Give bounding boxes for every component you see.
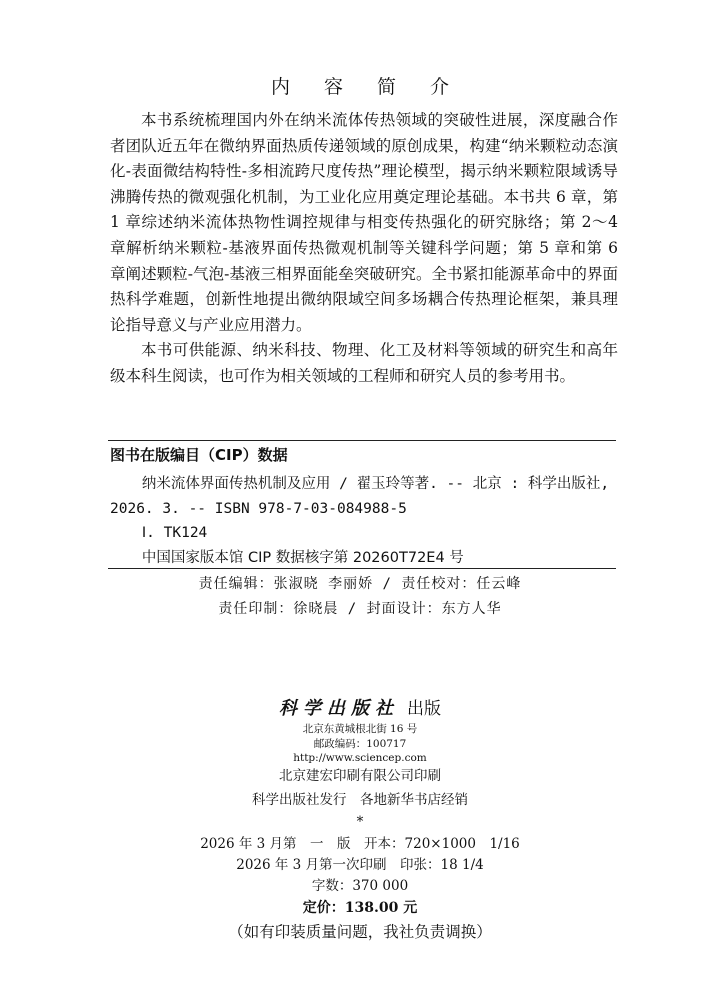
credits-production: 责任印制：徐晓晨 / 封面设计：东方人华: [218, 601, 502, 617]
cip-heading: 图书在版编目（CIP）数据: [110, 446, 288, 464]
publisher-address: 北京东黄城根北街 16 号: [302, 723, 418, 735]
cip-block: [110, 444, 616, 570]
publisher-suffix: 出版: [407, 699, 441, 719]
cip-classification: Ⅰ. TK124: [141, 525, 208, 541]
credits-editors: 责任编辑：张淑晓 李丽娇 / 责任校对：任云峰: [198, 576, 522, 592]
publisher-logo: 科学出版社: [279, 698, 399, 719]
printing-line: 2026 年 3 月第一次印刷 印张：18 1/4: [236, 857, 484, 873]
cip-verification: 中国国家版本馆 CIP 数据核字第 20260T72E4 号: [141, 549, 464, 566]
cip-top-rule: [108, 440, 616, 441]
printer-line: 北京建宏印刷有限公司印刷: [279, 768, 441, 784]
wordcount-line: 字数：370 000: [311, 878, 409, 894]
edition-line: 2026 年 3 月第 一 版 开本：720×1000 1/16: [200, 836, 520, 852]
separator-star: *: [356, 814, 364, 830]
cip-entry: 纳米流体界面传热机制及应用 / 翟玉玲等著. -- 北京 : 科学出版社, 2026. 3. -- ISBN 978-7-03-084988-5: [110, 476, 610, 517]
price-line: 定价：138.00 元: [302, 900, 418, 916]
cip-bottom-rule: [108, 568, 616, 569]
quality-note: （如有印装质量问题，我社负责调换）: [228, 923, 492, 941]
intro-paragraph: 本书系统梳理国内外在纳米流体传热领域的突破性进展，深度融合作者团队近五年在微纳界面热质传递领域的原创成果，构建“纳米颗粒动态演化-表面微结构特性-多相流跨尺度传热”理论模型，揭示纳米颗粒限域诱导沸腾传热的微观强化机制，为工业化应用奠定理论基础。本书共 6 章，第 1 章综述纳米流体热物性调控规律与相变传热强化的研究脉络；第 2～4 章解析纳米颗粒-基液界面传热微观机制等关键科学问题；第 5 章和第 6 章阐述颗粒-气泡-基液三相界面能垒突破研究。全书紧扣能源革命中的界面热科学难题，创新性地提出微纳限域空间多场耦合传热理论框架，兼具理论指导意义与产业应用潜力。: [110, 111, 618, 334]
publisher-postcode: 邮政编码：100717: [313, 738, 407, 750]
publisher-line: [0, 694, 720, 720]
distribution-line: 科学出版社发行 各地新华书店经销: [252, 792, 468, 808]
publisher-url: http://www.sciencep.com: [293, 752, 427, 764]
intro-paragraph: 本书可供能源、纳米科技、物理、化工及材料等领域的研究生和高年级本科生阅读，也可作为相关领域的工程师和研究人员的参考用书。: [110, 341, 618, 385]
intro-section: [110, 108, 618, 390]
page-title: 内 容 简 介: [270, 76, 464, 98]
